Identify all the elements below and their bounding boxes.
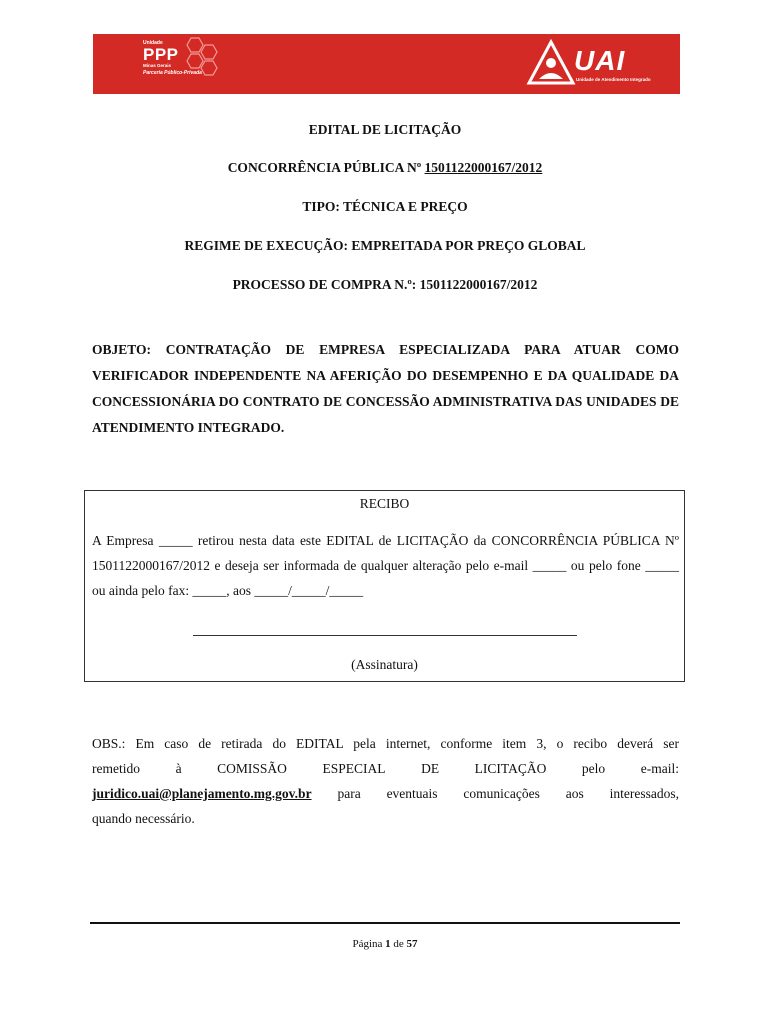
objeto-paragraph: OBJETO: CONTRATAÇÃO DE EMPRESA ESPECIALIZADA PARA ATUAR COMO VERIFICADOR INDEPENDENTE NA AFERIÇÃO DO DESEMPENHO E DA QUALIDADE DA CONCESSIONÁRIA DO CONTRATO DE CONCESSÃO ADMINISTRATIVA DAS UNIDADES DE ATENDIMENTO INTEGRADO. (92, 342, 679, 435)
uai-emblem-icon (526, 39, 576, 89)
uai-subtitle: Unidade de Atendimento Integrado (576, 77, 651, 82)
uai-name: UAI (574, 45, 626, 76)
obs-line-1 (92, 731, 679, 756)
hexagon-pattern-icon (183, 36, 223, 84)
recibo-box (84, 490, 685, 682)
page-of: de (393, 938, 404, 950)
processo-title: PROCESSO DE COMPRA N.º: 1501122000167/2012 (232, 277, 538, 292)
uai-logo (526, 39, 666, 89)
page-total: 57 (406, 938, 418, 950)
signature-label: (Assinatura) (351, 657, 418, 672)
page-label: Página (352, 938, 383, 950)
obs-word: COMISSÃO (217, 761, 287, 776)
obs-word: à (175, 761, 182, 776)
email-link[interactable]: juridico.uai@planejamento.mg.gov.br (92, 786, 312, 801)
recibo-title: RECIBO (359, 496, 410, 511)
concorrencia-title (0, 160, 770, 176)
obs-line-2 (92, 756, 679, 781)
obs-line-4: quando necessário. (92, 811, 195, 826)
tipo-title: TIPO: TÉCNICA E PREÇO (302, 199, 468, 214)
recibo-text: A Empresa _____ retirou nesta data este EDITAL de LICITAÇÃO da CONCORRÊNCIA PÚBLICA Nº 1501122000167/2012 e deseja ser informada de qualquer alteração pelo e-mail _____ ou pelo fone _____ ou ainda pelo fax: _____, aos _____/_____/_____ (92, 533, 679, 598)
obs-line-1-text: OBS.: Em caso de retirada do EDITAL pela internet, conforme item 3, o recibo deverá ser (92, 736, 679, 751)
obs-paragraph (92, 731, 679, 831)
obs-line-3-text: para eventuais comunicações aos interessados, (337, 786, 680, 801)
obs-word: DE (421, 761, 440, 776)
ppp-unit-label: Unidade (143, 40, 163, 46)
obs-word: ESPECIAL (322, 761, 386, 776)
concorrencia-number: 1501122000167/2012 (424, 160, 543, 175)
footer-divider (90, 922, 680, 924)
ppp-tagline: Parceria Público-Privada (143, 70, 202, 76)
obs-word: pelo (581, 761, 606, 776)
page-number: 1 (385, 938, 391, 950)
obs-word: LICITAÇÃO (474, 761, 547, 776)
regime-title: REGIME DE EXECUÇÃO: EMPREITADA POR PREÇO GLOBAL (184, 238, 586, 253)
page-footer (0, 938, 770, 950)
ppp-state: Minas Gerais (143, 63, 172, 68)
concorrencia-prefix: CONCORRÊNCIA PÚBLICA Nº (227, 160, 425, 175)
ppp-name: PPP (143, 45, 179, 64)
obs-word: e-mail: (640, 761, 679, 776)
obs-line-3 (92, 781, 679, 806)
edital-title: EDITAL DE LICITAÇÃO (308, 122, 462, 137)
obs-word: remetido (92, 761, 140, 776)
signature-line (193, 635, 577, 636)
header-banner (93, 34, 680, 94)
